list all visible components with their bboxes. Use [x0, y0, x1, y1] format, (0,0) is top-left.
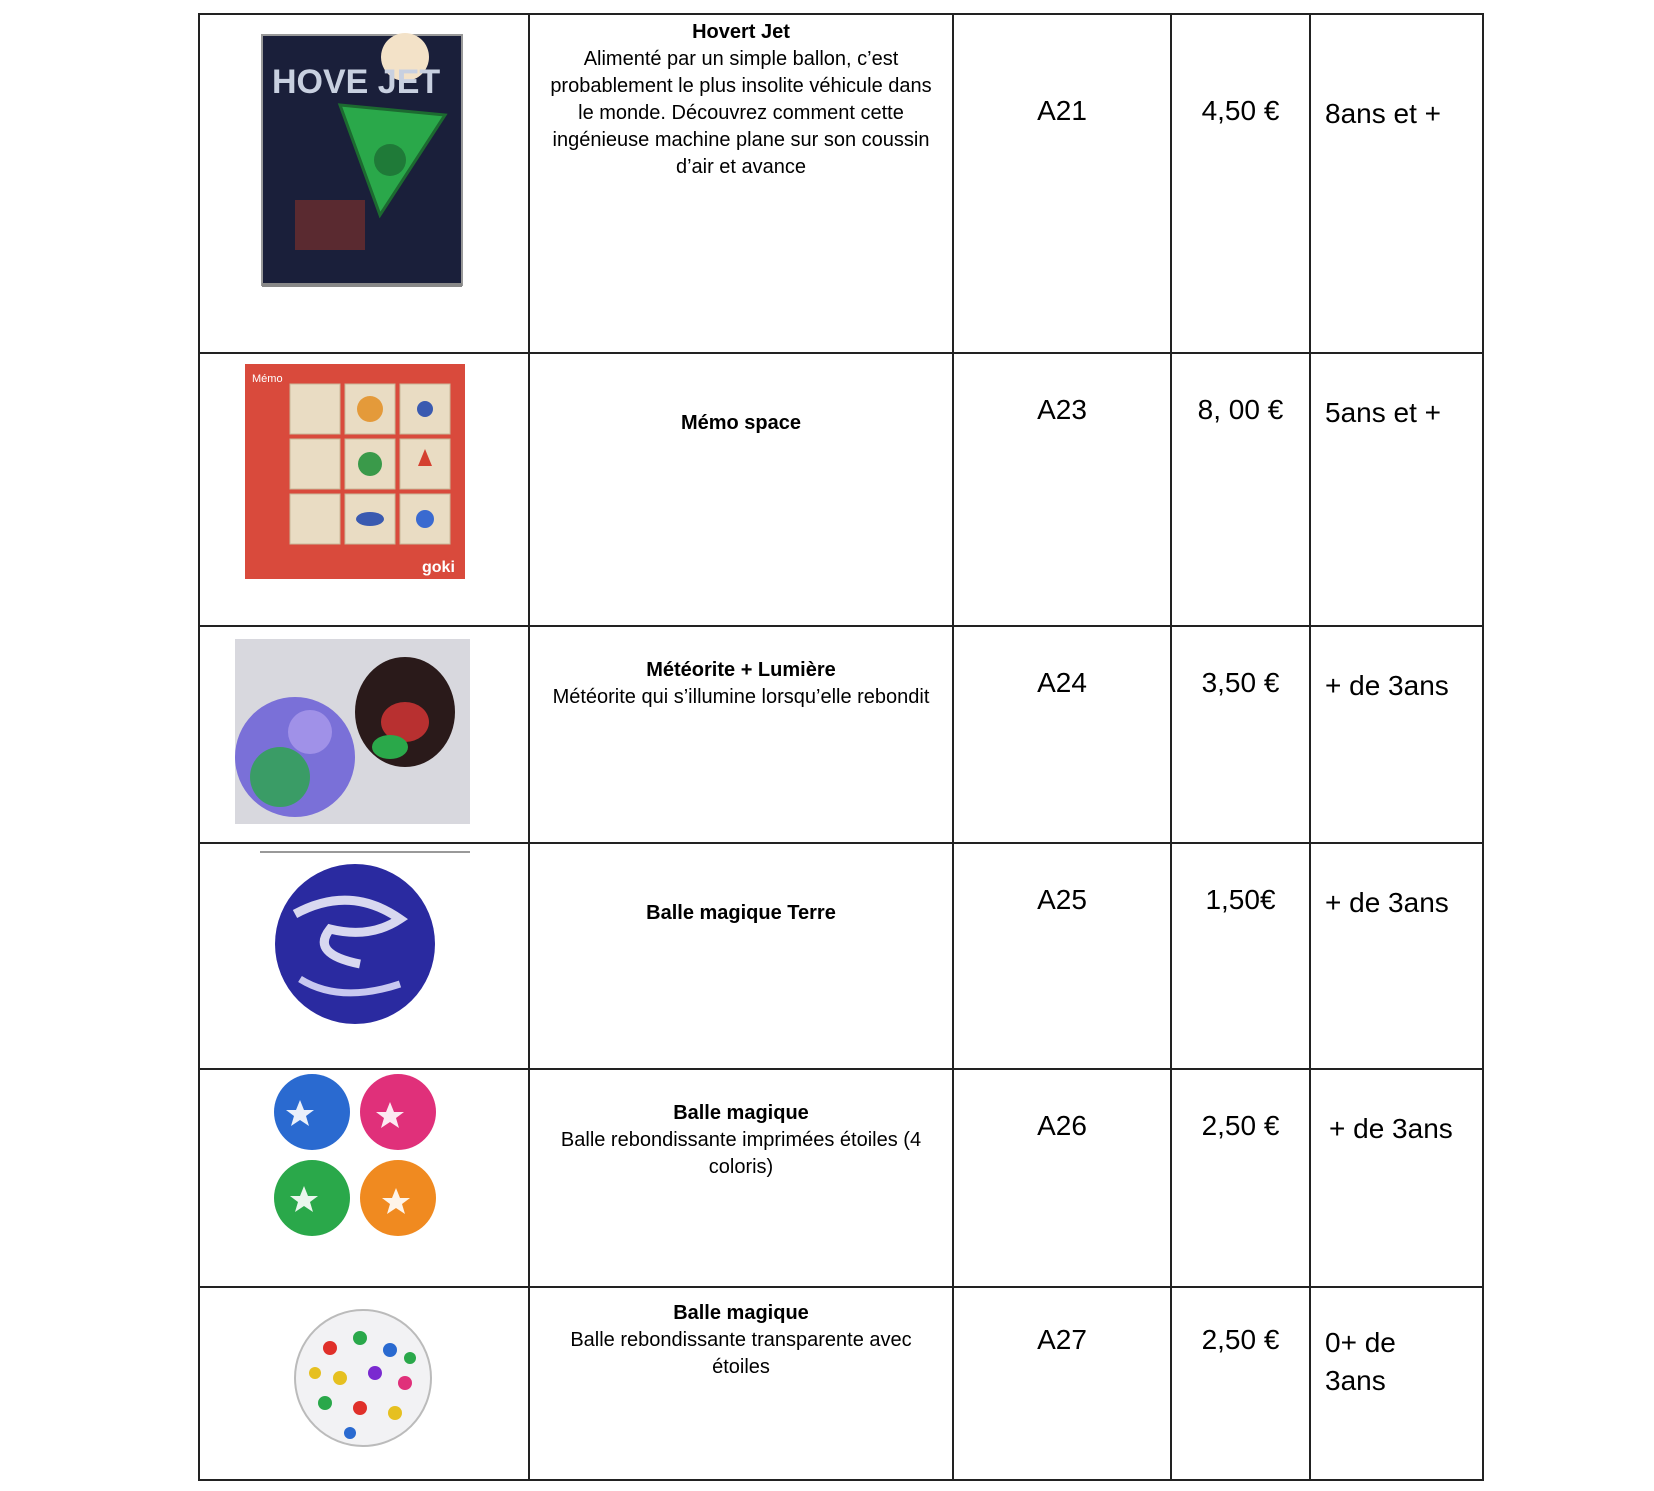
product-price: 8, 00 €: [1171, 353, 1310, 626]
product-ref: A23: [953, 353, 1171, 626]
product-ref: A21: [953, 14, 1171, 353]
product-title: Balle magique: [673, 1102, 809, 1124]
product-age: 5ans et +: [1310, 353, 1483, 626]
product-price: 1,50€: [1171, 843, 1310, 1069]
product-description: Balle rebondissante transparente avec étoiles: [570, 1329, 912, 1378]
product-title: Balle magique: [673, 1302, 809, 1324]
memo-box-label: Mémo: [252, 373, 283, 385]
product-title: Météorite + Lumière: [646, 659, 836, 681]
memo-space-image: [200, 354, 528, 624]
hovert-jet-image: [200, 15, 528, 350]
product-title: Hovert Jet: [692, 21, 790, 43]
product-ref: A27: [953, 1287, 1171, 1480]
table-row: [199, 353, 1483, 626]
earth-ball-image: [200, 844, 528, 1066]
product-image-cell: [199, 1069, 529, 1287]
product-description: Alimenté par un simple ballon, c’est probablement le plus insolite véhicule dans le monde. Découvrez comment cette ingénieuse machine plane sur son coussin d’air et avance: [550, 48, 932, 178]
product-price: 2,50 €: [1171, 1069, 1310, 1287]
table-row: [199, 626, 1483, 843]
product-description-cell: [529, 353, 953, 626]
product-description-cell: [529, 1287, 953, 1480]
product-description-cell: [529, 1069, 953, 1287]
product-image-cell: [199, 14, 529, 353]
table-row: [199, 1069, 1483, 1287]
product-age: 0+ de 3ans: [1310, 1287, 1483, 1480]
product-description-cell: [529, 626, 953, 843]
product-age: 8ans et +: [1310, 14, 1483, 353]
transparent-star-ball-image: [200, 1288, 528, 1478]
product-image-cell: [199, 843, 529, 1069]
star-balls-image: [200, 1070, 528, 1284]
product-image-cell: [199, 626, 529, 843]
hovert-logo-text: HOVE JET: [272, 63, 441, 101]
product-age: + de 3ans: [1310, 626, 1483, 843]
product-title: Mémo space: [680, 412, 802, 434]
table-row: [199, 1287, 1483, 1480]
goki-logo: goki: [422, 559, 455, 576]
product-ref: A24: [953, 626, 1171, 843]
product-description-cell: [529, 843, 953, 1069]
product-image-cell: [199, 353, 529, 626]
product-description: Météorite qui s’illumine lorsqu’elle rebondit: [552, 686, 930, 708]
product-price: 4,50 €: [1171, 14, 1310, 353]
meteorite-image: [200, 627, 528, 841]
product-price: 3,50 €: [1171, 626, 1310, 843]
product-age: + de 3ans: [1310, 1069, 1483, 1287]
table-row: [199, 843, 1483, 1069]
product-title: Balle magique Terre: [646, 902, 836, 924]
table-row: [199, 14, 1483, 353]
product-ref: A26: [953, 1069, 1171, 1287]
product-image-cell: [199, 1287, 529, 1480]
product-age: + de 3ans: [1310, 843, 1483, 1069]
product-table: [198, 13, 1484, 1481]
product-description: Balle rebondissante imprimées étoiles (4 coloris): [560, 1129, 922, 1178]
product-price: 2,50 €: [1171, 1287, 1310, 1480]
product-description-cell: [529, 14, 953, 353]
product-ref: A25: [953, 843, 1171, 1069]
